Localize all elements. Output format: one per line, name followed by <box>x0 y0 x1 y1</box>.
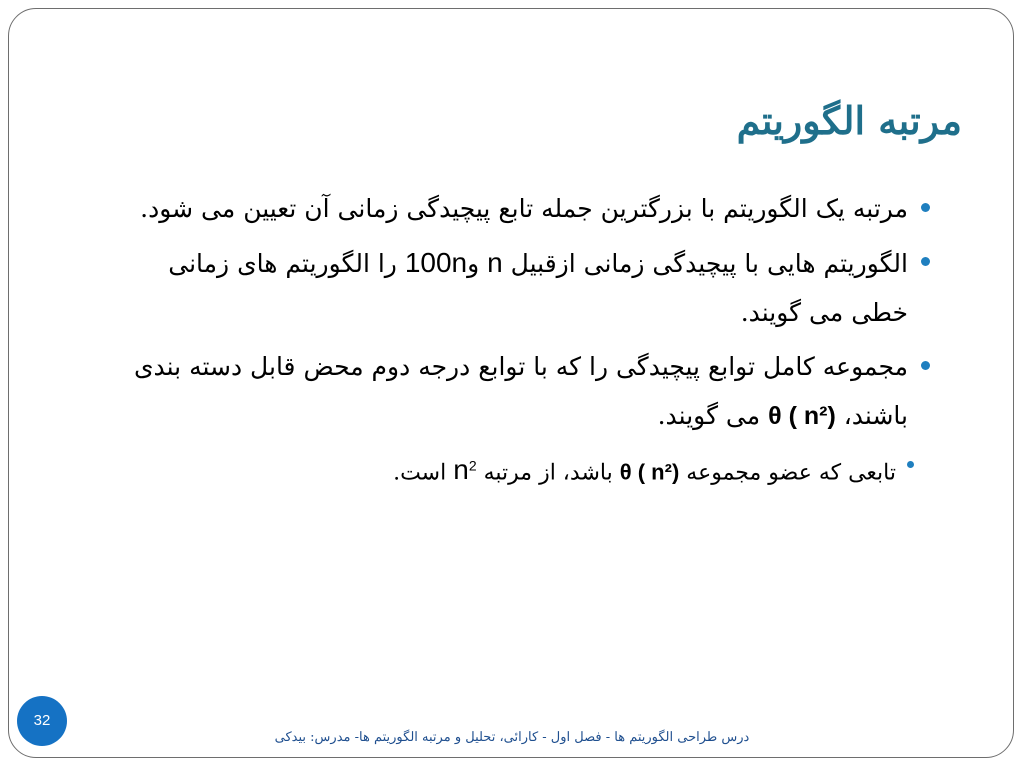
sub-bullet-n-power <box>453 454 477 486</box>
bullet-2-text-a: الگوریتم هایی با پیچیدگی زمانی ازقبیل <box>510 249 908 278</box>
bullet-2-text-c: خطی می گویند. <box>740 298 908 327</box>
bullet-2-n: n <box>487 247 503 278</box>
bullet-1-text: مرتبه یک الگوریتم با بزرگترین جمله تابع پیچیدگی زمانی آن تعیین می شود. <box>140 194 908 223</box>
bullet-2-text-b: را الگوریتم های زمانی <box>168 249 397 278</box>
sub-bullet-text-c: است. <box>393 460 447 486</box>
bullet-item-2 <box>60 238 934 337</box>
bullet-2-and: و <box>467 249 480 278</box>
sub-bullet-text-b: باشد، از مرتبه <box>483 460 613 486</box>
bullet-dot-icon <box>921 361 930 370</box>
sub-bullet-dot-icon <box>907 461 914 468</box>
sub-bullet-text-a: تابعی که عضو مجموعه <box>686 460 896 486</box>
bullet-3-text-b: باشند، <box>843 401 908 430</box>
bullet-3-theta: θ ( n²) <box>768 402 836 430</box>
slide-content <box>60 184 934 493</box>
bullet-2-100n: 100n <box>404 247 468 278</box>
sub-bullet-n: n <box>453 454 469 486</box>
sub-bullet-exponent: 2 <box>468 458 477 474</box>
bullet-item-3 <box>60 342 934 441</box>
bullet-item-1 <box>60 184 934 233</box>
sub-bullet-theta: θ ( n²) <box>619 459 680 485</box>
bullet-3-text-c: می گویند. <box>657 401 761 430</box>
bullet-3-text-a: مجموعه کامل توابع پیچیدگی را که با توابع درجه دوم محض قابل دسته بندی <box>133 352 908 381</box>
footer-text: درس طراحی الگوریتم ها - فصل اول - کارائی، تحلیل و مرتبه الگوریتم ها- مدرس: بیدکی <box>274 730 750 745</box>
bullet-dot-icon <box>921 203 930 212</box>
slide-title: مرتبه الگوریتم <box>736 98 962 143</box>
page-number-badge: 32 <box>17 696 67 746</box>
bullet-dot-icon <box>921 257 930 266</box>
sub-bullet-item <box>60 446 934 493</box>
